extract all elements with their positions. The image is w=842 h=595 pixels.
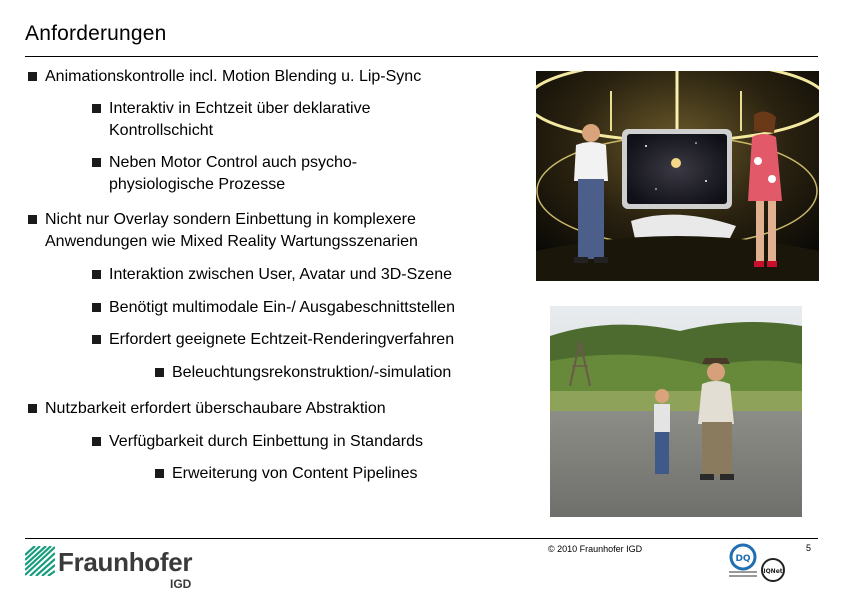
bullet-item	[45, 398, 386, 420]
bullet-item	[109, 329, 454, 351]
footer-divider	[25, 538, 818, 539]
title-divider	[25, 56, 818, 57]
bullet-text: Nutzbarkeit erfordert überschaubare Abstraktion	[45, 400, 386, 417]
bullet-marker	[92, 270, 101, 279]
page-number: 5	[806, 543, 812, 553]
bullet-marker	[155, 368, 164, 377]
bullet-item	[109, 297, 455, 319]
bullet-marker	[92, 335, 101, 344]
bullet-marker	[28, 72, 37, 81]
bullet-marker	[28, 404, 37, 413]
bullet-text: Animationskontrolle incl. Motion Blending u. Lip-Sync	[45, 68, 422, 85]
bullet-text: Beleuchtungsrekonstruktion/-simulation	[172, 364, 452, 381]
bullet-text: Erfordert geeignete Echtzeit-Renderingverfahren	[109, 331, 455, 348]
outdoor-avatars-scene-image	[550, 306, 802, 517]
bullet-item	[45, 209, 418, 253]
bullet-item	[109, 152, 357, 196]
bullet-text: Nicht nur Overlay sondern Einbettung in komplexere	[45, 211, 416, 228]
bullet-text: Erweiterung von Content Pipelines	[172, 465, 418, 482]
bullet-text: Benötigt multimodale Ein-/ Ausgabeschnittstellen	[109, 299, 455, 316]
bullet-text: Kontrollschicht	[109, 122, 214, 139]
logo-wordmark: Fraunhofer	[58, 547, 193, 577]
bullet-text: Interaktion zwischen User, Avatar und 3D-Szene	[109, 266, 452, 283]
certification-seals-icon	[725, 543, 791, 583]
virtual-studio-avatars-image	[536, 71, 819, 281]
bullet-item	[172, 463, 417, 485]
fraunhofer-stripes-icon	[25, 546, 55, 576]
bullet-marker	[92, 158, 101, 167]
bullet-item	[172, 362, 451, 384]
bullet-marker	[92, 303, 101, 312]
logo-institute: IGD	[170, 577, 192, 591]
copyright-text: © 2010 Fraunhofer IGD	[548, 544, 643, 554]
bullet-text: Anwendungen wie Mixed Reality Wartungsszenarien	[45, 233, 418, 250]
bullet-text: Neben Motor Control auch psycho-	[109, 154, 358, 171]
bullet-marker	[155, 469, 164, 478]
bullet-text: Interaktiv in Echtzeit über deklarative	[109, 100, 371, 117]
bullet-item	[109, 98, 370, 142]
bullet-text: physiologische Prozesse	[109, 176, 286, 193]
bullet-item	[109, 264, 452, 286]
bullet-marker	[92, 437, 101, 446]
bullet-marker	[28, 215, 37, 224]
svg-text:DQ: DQ	[735, 554, 751, 564]
bullet-marker	[92, 104, 101, 113]
slide-title: Anforderungen	[25, 22, 167, 45]
bullet-text: Verfügbarkeit durch Einbettung in Standards	[109, 433, 423, 450]
svg-text:IQNet: IQNet	[763, 568, 783, 575]
bullet-item	[45, 66, 421, 88]
bullet-item	[109, 431, 423, 453]
